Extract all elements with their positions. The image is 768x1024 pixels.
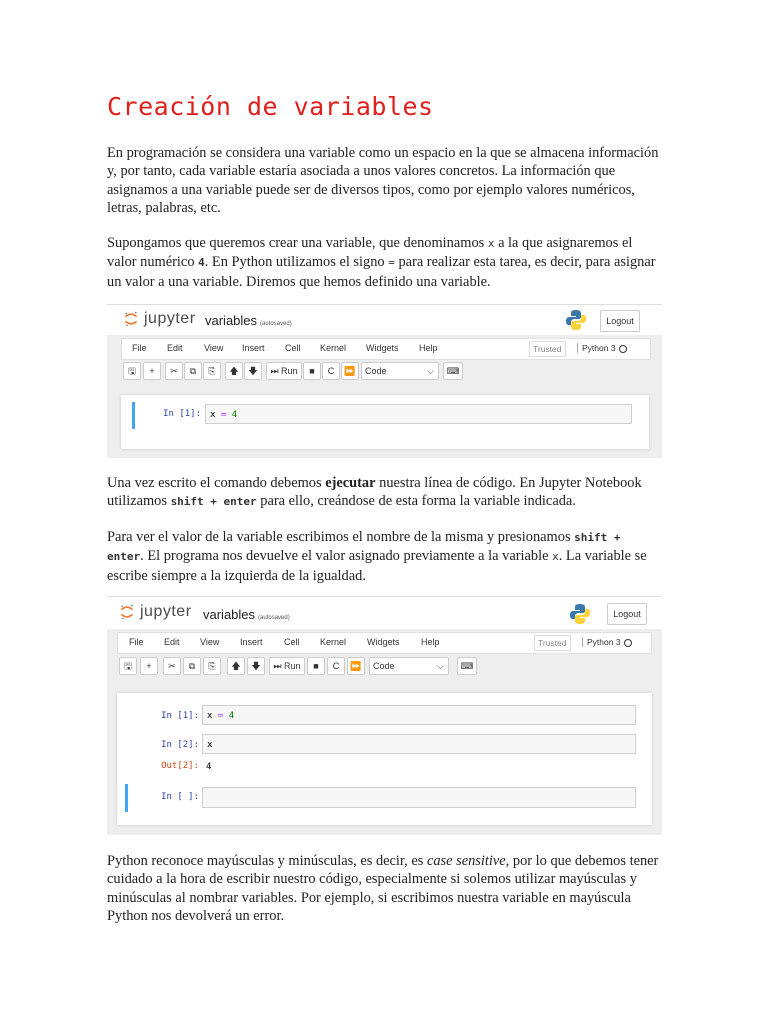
menu-help[interactable]: Help [421,637,440,647]
code-cell-input-1[interactable] [202,705,636,725]
paragraph-view-value [107,528,662,585]
menu-kernel[interactable]: Kernel [320,637,347,647]
menu-help[interactable]: Help [419,343,438,353]
jupyter-logo [123,310,196,328]
cell-type-value: Code [365,366,387,376]
code-token: x [207,711,213,721]
cell-type-select[interactable] [361,362,439,380]
menu-cell[interactable]: Cell [285,343,301,353]
code-token: = [215,410,232,420]
kernel-indicator [577,343,627,353]
autosave-status: (autosaved) [258,615,290,621]
jupyter-logo-icon [119,604,135,620]
move-up-icon[interactable]: 🡅 [227,657,245,675]
paragraph-suppose [107,234,662,291]
notebook-name[interactable] [205,313,292,328]
text-segment: . En Python utilizamos el signo [204,254,389,271]
notebook-name-text[interactable]: variables [203,607,256,622]
kernel-name: Python 3 [587,637,621,647]
move-down-icon[interactable]: 🡇 [247,657,265,675]
cell-output-2: 4 [206,762,212,772]
text-segment: a la que asignaremos el valor numérico [107,235,633,271]
text-segment: . El programa nos devuelve el valor asignado previamente a la variable [140,548,553,565]
trusted-badge[interactable]: Trusted [534,635,571,651]
cut-icon[interactable]: ✂ [163,657,181,675]
paste-icon[interactable]: ⎘ [203,362,221,380]
kernel-name: Python 3 [582,343,616,353]
jupyter-logo-text: jupyter [140,603,192,620]
text-segment: Supongamos que queremos crear una variable, que denominamos [107,235,488,251]
restart-run-all-icon[interactable]: ⏩ [341,362,359,380]
copy-icon[interactable]: ⧉ [184,362,202,380]
paragraph-case-sensitive [107,852,662,925]
code-cell-input-empty[interactable] [202,787,636,808]
save-icon[interactable]: 🖫 [119,657,137,675]
command-palette-icon[interactable]: ⌨ [457,657,477,675]
notebook-container [117,693,652,825]
text-segment: Una vez escrito el comando debemos [107,475,326,491]
jupyter-logo [119,603,192,621]
stop-icon[interactable]: ■ [307,657,325,675]
menu-file[interactable]: File [132,343,147,353]
selected-cell-indicator [125,784,128,812]
kernel-indicator [582,637,632,647]
code-token: = [212,711,229,721]
text-segment: Python reconoce mayúsculas y minúsculas, es decir, es [107,853,427,869]
cell-prompt-in-1: In [1]: [161,711,199,721]
inline-code-shift-enter: shift + enter [170,495,257,509]
menu-view[interactable]: View [200,637,220,647]
inline-code-equals: = [388,256,395,270]
code-token: 4 [228,711,235,721]
menu-insert[interactable]: Insert [240,637,263,647]
italic-text: case sensitive [426,853,506,869]
notebook-container [121,395,649,449]
jupyter-screenshot-1 [107,304,662,458]
notebook-name-text[interactable]: variables [205,313,258,328]
code-token: x [207,740,213,750]
jupyter-header [107,597,662,629]
kernel-idle-icon [619,345,627,353]
run-button[interactable]: ⏭ Run [266,362,302,380]
cell-prompt-in-1: In [1]: [163,409,201,419]
menu-widgets[interactable]: Widgets [367,637,400,647]
text-segment: Para ver el valor de la variable escribimos el nombre de la misma y presionamos [107,529,575,545]
text-segment: para ello, creándose de esta forma la variable indicada. [256,493,576,510]
menu-edit[interactable]: Edit [164,637,180,647]
cut-icon[interactable]: ✂ [165,362,183,380]
jupyter-logo-icon [123,311,139,327]
move-down-icon[interactable]: 🡇 [244,362,262,380]
toolbar [117,657,650,675]
code-token: x [210,410,216,420]
chevron-down-icon: ⌵ [437,661,444,671]
python-logo-icon [569,603,591,625]
move-up-icon[interactable]: 🡅 [225,362,243,380]
cell-prompt-out-2: Out[2]: [161,761,199,771]
copy-icon[interactable]: ⧉ [183,657,201,675]
paragraph-execute [107,474,662,512]
text-segment: . La variable se escribe siempre a la izquierda de la igualdad. [107,548,647,584]
paragraph-intro-text: En programación se considera una variable como un espacio en la que se almacena información y, por tanto, cada variable estaría asociada a unos valores concretos. La información que asignamos a una variable puede ser de diversos tipos, como por ejemplo valores numéricos, letras, palabras, etc. [107,145,659,216]
kernel-idle-icon [624,639,632,647]
code-cell-input[interactable] [205,404,632,424]
selected-cell-indicator [132,402,135,429]
save-icon[interactable]: 🖫 [123,362,141,380]
text-segment: nuestra línea de código. En Jupyter Notebook utilizamos [107,475,642,510]
bold-text: ejecutar [325,475,376,491]
inline-code-x: x [552,550,559,564]
restart-icon[interactable]: C [322,362,340,380]
logout-button[interactable]: Logout [607,603,647,625]
logout-button[interactable]: Logout [600,310,640,332]
chevron-down-icon: ⌵ [427,366,434,376]
inline-code-shift-enter: shift + enter [107,531,621,564]
text-segment: , por lo que debemos tener cuidado a la hora de escribir nuestro código, especialmente si solemos utilizar mayúsculas y minúsculas al nombrar variables. Por ejemplo, si escribimos nuestra variable en mayúscula Python nos devolverá un error. [107,853,659,924]
cell-prompt-in-empty: In [ ]: [161,792,199,802]
cell-type-value: Code [373,661,395,671]
menu-file[interactable]: File [129,637,144,647]
paste-icon[interactable]: ⎘ [203,657,221,675]
cell-type-select[interactable] [369,657,449,675]
stop-icon[interactable]: ■ [303,362,321,380]
menu-view[interactable]: View [204,343,224,353]
menu-bar [117,632,652,654]
inline-code-x: x [487,237,495,250]
page-title: Creación de variables [107,92,434,121]
toolbar [121,362,649,380]
jupyter-logo-text: jupyter [144,310,196,327]
code-token: 4 [231,410,238,420]
autosave-status: (autosaved) [260,321,292,327]
add-cell-icon[interactable]: + [140,657,158,675]
menu-kernel[interactable]: Kernel [320,343,347,353]
restart-run-all-icon[interactable]: ⏩ [347,657,365,675]
command-palette-icon[interactable]: ⌨ [443,362,463,380]
run-button[interactable]: ⏭ Run [269,657,305,675]
notebook-name[interactable] [203,607,290,622]
text-segment: para realizar esta tarea, es decir, para asignar un valor a una variable. Diremos que hemos definido una variable. [107,254,656,290]
menu-insert[interactable]: Insert [242,343,265,353]
trusted-badge[interactable]: Trusted [529,341,566,357]
cell-prompt-in-2: In [2]: [161,740,199,750]
menu-cell[interactable]: Cell [284,637,300,647]
jupyter-screenshot-2 [107,596,662,835]
restart-icon[interactable]: C [327,657,345,675]
add-cell-icon[interactable]: + [143,362,161,380]
jupyter-header [107,305,662,335]
menu-bar [121,338,651,360]
menu-widgets[interactable]: Widgets [366,343,399,353]
code-cell-input-2[interactable] [202,734,636,754]
python-logo-icon [565,309,587,331]
paragraph-intro [107,144,662,217]
inline-code-4: 4 [198,256,205,270]
menu-edit[interactable]: Edit [167,343,183,353]
